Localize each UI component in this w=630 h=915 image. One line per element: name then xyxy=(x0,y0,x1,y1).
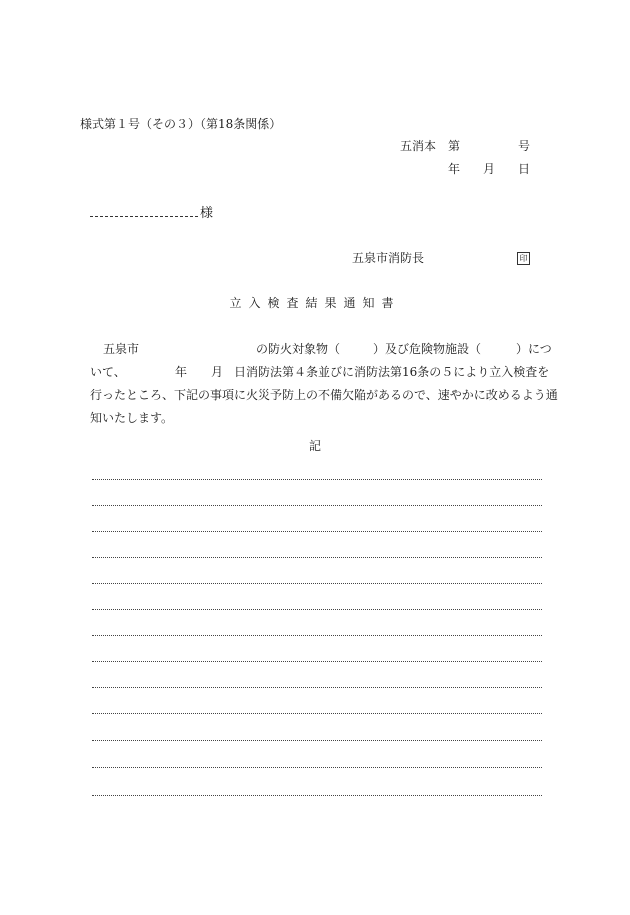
body-close1: ）及び危険物施設（ xyxy=(373,342,482,356)
addressee-honorific: 様 xyxy=(200,206,214,221)
issuer-office: 五消本 xyxy=(400,139,437,153)
form-id: 様式第１号（その３）（第18条関係） xyxy=(80,117,282,131)
issuer-number-suffix: 号 xyxy=(518,139,531,153)
item-line[interactable] xyxy=(92,740,542,741)
item-line[interactable] xyxy=(92,505,542,506)
body-line2-year: 年 xyxy=(175,365,188,379)
body-line-3: 行ったところ、下記の事項に火災予防上の不備欠陥があるので、速やかに改めるよう通 xyxy=(90,388,558,402)
item-line[interactable] xyxy=(92,795,542,796)
date-day: 日 xyxy=(518,162,531,176)
item-line[interactable] xyxy=(92,531,542,532)
item-line[interactable] xyxy=(92,635,542,636)
item-line[interactable] xyxy=(92,479,542,480)
body-close2: ）につ xyxy=(516,342,552,356)
item-line[interactable] xyxy=(92,609,542,610)
item-line[interactable] xyxy=(92,661,542,662)
body-target: の防火対象物（ xyxy=(256,342,341,356)
addressee-blank[interactable] xyxy=(90,208,198,217)
item-line[interactable] xyxy=(92,583,542,584)
addressee xyxy=(90,207,213,220)
seal-icon: 印 xyxy=(517,252,530,265)
body-line2-a: いて、 xyxy=(90,365,126,379)
body-line2-month: 月 xyxy=(211,365,224,379)
item-line[interactable] xyxy=(92,713,542,714)
date-year: 年 xyxy=(448,162,461,176)
item-line[interactable] xyxy=(92,767,542,768)
body-line2-rest: 日消防法第４条並びに消防法第16条の５により立入検査を xyxy=(234,365,550,379)
item-line[interactable] xyxy=(92,557,542,558)
issuer-number-prefix: 第 xyxy=(448,139,461,153)
document-title: 立入検査結果通知書 xyxy=(229,296,401,310)
record-label: 記 xyxy=(308,439,321,453)
chief-title: 五泉市消防長 xyxy=(352,251,425,265)
body-line-4: 知いたします。 xyxy=(90,411,174,425)
item-line[interactable] xyxy=(92,687,542,688)
date-month: 月 xyxy=(483,162,496,176)
body-city: 五泉市 xyxy=(103,342,140,356)
